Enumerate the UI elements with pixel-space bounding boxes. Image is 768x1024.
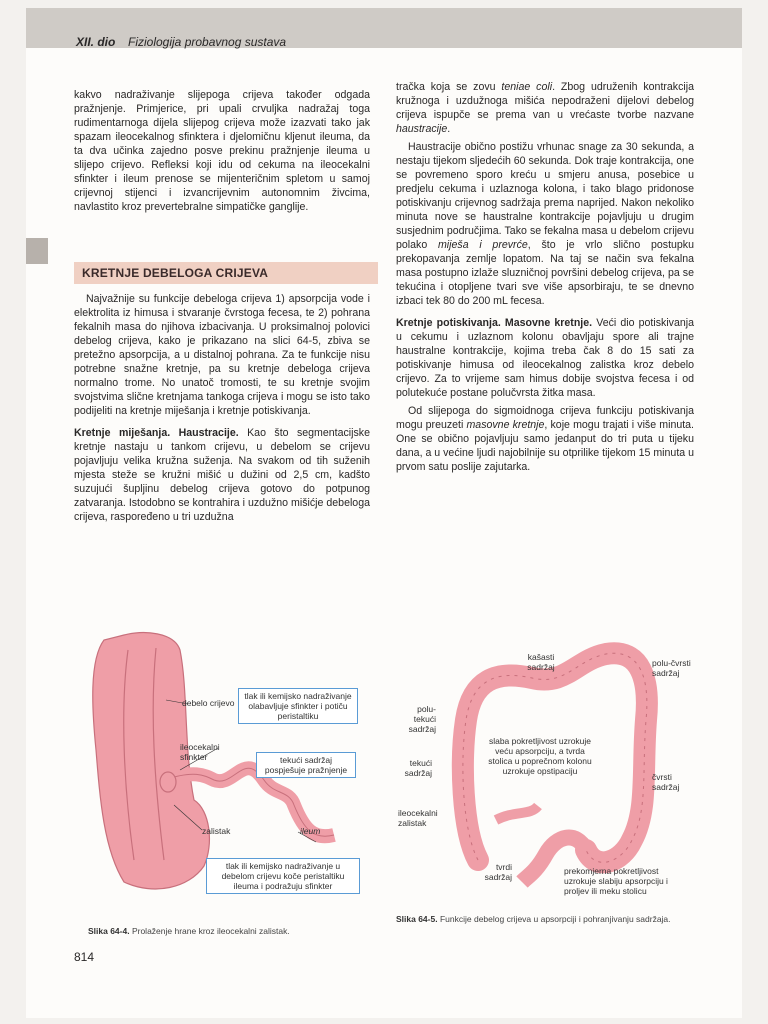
label-prekomjerna-pokretljivost: prekomjerna pokretljivost uzrokuje slabiju apsorpciju i proljev ili meku stolicu xyxy=(564,866,668,896)
paragraph: Kretnje potiskivanja. Masovne kretnje. Veći dio potiskivanja u cekumu i uzlaznom kolonu obavljaju spore ali trajne haustralne kontrakcije, kojima treba čak 8 do 15 sati za potiskivanje himusa od ileocekalnog zalistka kroz debelo crijevo. Za to vrijeme sam himus dobije svojstva fecesa i od polutekuće postane polučvrsta žitka masa. xyxy=(396,317,694,399)
paragraph: Haustracije obično postižu vrhunac snage za 30 sekunda, a nestaju tijekom sljedećih 60 sekunda. Dok traje kontrakcija, one se povremeno sporo kreću u smjeru anusa, posebice u predjelu cekuma i uzlaznoga kolona, i tako blago pridonose potiskivanju crijevnog sadržaja prema naprijed. Nakon nekoliko minuta nove se haustralne kontrakcije pojavljuju u drugim susjednim područjima. Tako se fekalna masa u debelom crijevu polako miješa i prevrće, što je vrlo slično postupku prekopavanja zemlje lopatom. Na taj se način sva fekalna masa postupno izlaže sluzničnoj površini debelog crijeva, pa se tekućina i otopljene tvari sve više apsorbiraju, te se dnevno izbaci tek 80 do 200 mL fecesa. xyxy=(396,141,694,307)
subheading: Kretnje miješanja. Haustracije. xyxy=(74,427,239,439)
label-tvrdi-sadrzaj: tvrdi sadržaj xyxy=(484,862,512,882)
page-number: 814 xyxy=(74,950,95,964)
label-ileum: ileum xyxy=(300,826,321,836)
label-tekuci-sadrzaj: tekući sadržaj xyxy=(404,758,432,778)
paragraph: kakvo nadraživanje slijepoga crijeva također odgada pražnjenje. Primjerice, pri upali crvuljka nadražaj toga rudimentarnoga dijela slijepog crijeva može izazvati tako jak spazam ileocekalnog sfinktera i djelomičnu kljenut ileuma, da ta dva učinka zajedno posve prekinu pražnjenje ileuma u slijepo crijevo. Refleksi koji idu od cekuma na ileocekalni sfinkter i ileum prenose se mijenteričnim spletom u samoj crijevnoj stijenci i izvancrijevnim autonomnim živcima, navlastito kroz prevertebralne simpatičke ganglije. xyxy=(74,89,370,213)
subheading: Kretnje potiskivanja. Masovne kretnje. xyxy=(396,317,593,329)
callout-box: tlak ili kemijsko nadraživanje u debelom crijevu koče peristaltiku ileuma i podražuju sfinkter xyxy=(206,858,360,894)
label-zalistak: zalistak xyxy=(202,826,231,836)
chapter-title: Fiziologija probavnog sustava xyxy=(128,35,287,49)
paragraph: Kretnje miješanja. Haustracije. Kao što segmentacijske kretnje nastaju u tankom crijevu, u debelom se crijevu pojavljuju velika kružna suženja. Na svakom od tih suženih mjesta steže se kružni mišić u dužini od 2,5 cm, kadšto suzujući šupljinu debelog crijeva gotovo do potpunog zatvaranja. Istodobno se kontrahira i uzdužno mišićje debeloga crijeva, raspoređeno u tri uzdužna xyxy=(74,427,370,523)
chapter-number: XII. dio xyxy=(76,35,116,49)
paragraph: tračka koja se zovu teniae coli. Zbog udruženih kontrakcija kružnoga i uzdužnoga mišića nepodraženi dijelovi debelog crijeva ispupče se prema van u vrećaste tvorbe nazvane haustracije. xyxy=(396,81,695,135)
section-title: KRETNJE DEBELOGA CRIJEVA xyxy=(74,262,378,284)
caption-64-5: Slika 64-5. Funkcije debelog crijeva u apsorpciji i pohranjivanju sadržaja. xyxy=(396,914,671,924)
label-polucvrsti-sadrzaj: polu-čvrsti sadržaj xyxy=(652,658,691,678)
label-ileocekalni-sfinkter: ileocekalni sfinkter xyxy=(180,742,220,762)
label-slaba-pokretljivost: slaba pokretljivost uzrokuje veću apsorpciju, a tvrda stolica u poprečnom kolonu uzrokuje opstipaciju xyxy=(488,736,592,776)
label-ileocekalni-zalistak: ileocekalni zalistak xyxy=(398,808,438,828)
paragraph: Najvažnije su funkcije debeloga crijeva 1) apsorpcija vode i elektrolita iz himusa i stvaranje čvrstoga fecesa, te 2) pohrana fekalnih masa do njihova izbacivanja. U proksimalnoj polovici debelog crijeva, kako je prikazano na slici 64-5, zbiva se pretežno apsorpcija, a u distalnoj pohrana. Za te funkcije nisu potrebne snažne kretnje, pa su kretnje debeloga crijeva normalno trome. No unatoč tromosti, te su kretnje svojim svojstvima slične kretnjama tankoga crijeva i mogu se isto tako podijeliti na kretnje miješanja i kretnje potiskivanja. xyxy=(74,293,370,417)
callout-box: tekući sadržaj pospješuje pražnjenje xyxy=(256,752,356,778)
label-polutekuci-sadrzaj: polu-tekući sadržaj xyxy=(408,704,436,734)
label-debelo-crijevo: debelo crijevo xyxy=(182,698,235,708)
thumb-tab xyxy=(26,238,48,264)
left-column-top xyxy=(74,88,370,218)
caption-64-4: Slika 64-4. Prolaženje hrane kroz ileocekalni zalistak. xyxy=(88,926,290,936)
paragraph: Od slijepoga do sigmoidnoga crijeva funkciju potiskivanja mogu preuzeti masovne kretnje, koje mogu trajati i više minuta. One se obično pojavljuju samo jedanput do tri puta u tijeku dana, a u većine ljudi najobilnije su otprilike tijekom 15 minuta u prvom satu poslije zajutarka. xyxy=(396,405,695,473)
label-cvrsti-sadrzaj: čvrsti sadržaj xyxy=(652,772,680,792)
label-kasasti-sadrzaj: kašasti sadržaj xyxy=(527,652,555,672)
right-column xyxy=(396,80,694,478)
left-column-body xyxy=(74,292,370,528)
callout-box: tlak ili kemijsko nadraživanje olabavljuje sfinkter i potiču peristaltiku xyxy=(238,688,358,724)
